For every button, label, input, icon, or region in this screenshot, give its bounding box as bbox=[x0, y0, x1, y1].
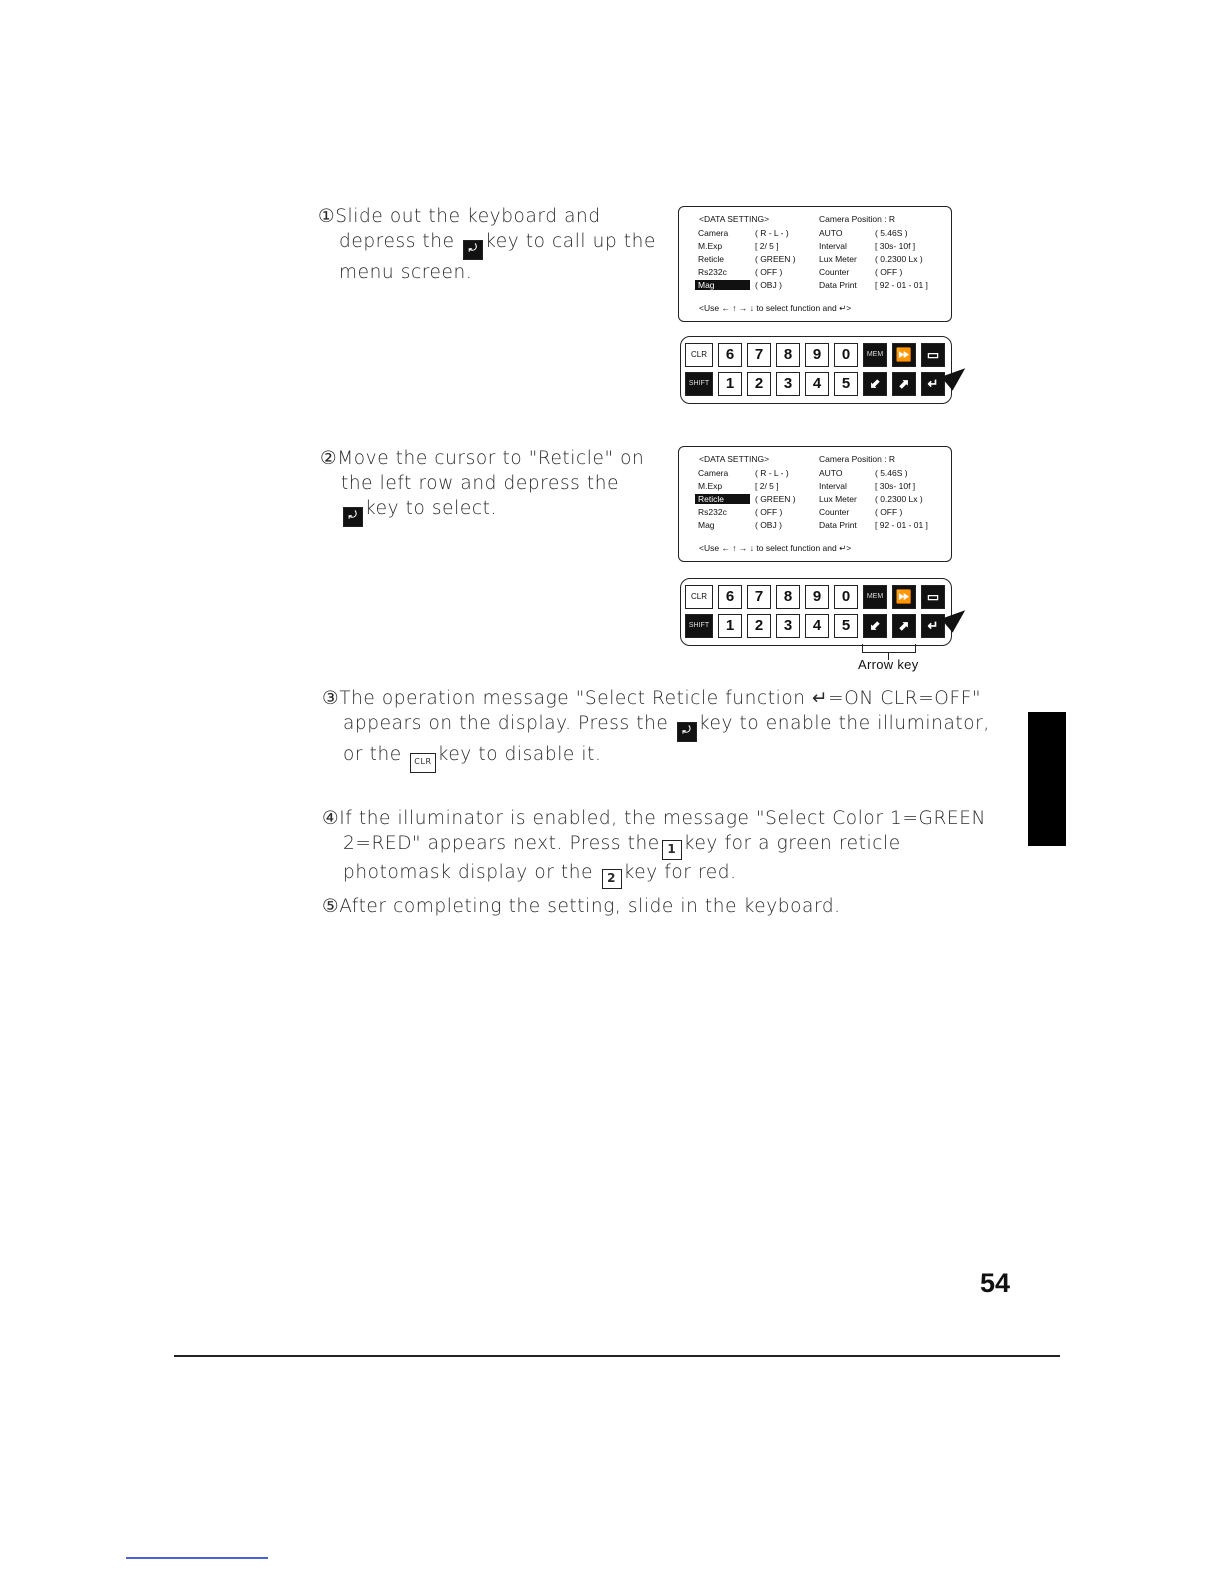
step-text: key to disable it. bbox=[437, 744, 602, 765]
enter-key-icon: ⤾ bbox=[677, 722, 697, 742]
screen-footer: <Use ← ↑ → ↓ to select function and ↵> bbox=[699, 543, 852, 553]
clr-keycap: CLR bbox=[410, 753, 435, 773]
key-1-keycap: 1 bbox=[662, 840, 682, 860]
setting-row-highlighted: Mag ( OBJ ) Data Print [ 92 - 01 - 01 ] bbox=[679, 280, 951, 293]
key-4: 4 bbox=[805, 614, 829, 638]
setting-row: M.Exp [ 2/ 5 ] Interval [ 30s- 10f ] bbox=[698, 481, 916, 491]
page-number: 54 bbox=[980, 1268, 1011, 1298]
setting-row: Rs232c ( OFF ) Counter ( OFF ) bbox=[698, 507, 903, 517]
arrow-key-bracket bbox=[862, 644, 916, 653]
step-1 bbox=[318, 204, 656, 285]
step-2 bbox=[320, 446, 644, 527]
step-text: key for red. bbox=[623, 862, 737, 883]
mem-key: MEM bbox=[863, 585, 887, 609]
setting-row: Reticle ( GREEN ) Lux Meter ( 0.2300 Lx ) bbox=[698, 254, 923, 264]
section-tab bbox=[1028, 712, 1066, 846]
arrow-up-right-icon: ⬈ bbox=[892, 614, 916, 638]
bottom-link-rule bbox=[126, 1557, 268, 1559]
key-6: 6 bbox=[718, 343, 742, 367]
mem-key: MEM bbox=[863, 343, 887, 367]
step-text: key to enable the illuminator, bbox=[698, 713, 990, 734]
setting-row: Mag ( OBJ ) Data Print [ 92 - 01 - 01 ] bbox=[698, 520, 928, 530]
enter-icon: ↵ bbox=[921, 372, 945, 396]
camera-position: Camera Position : R bbox=[819, 214, 896, 224]
arrow-down-left-icon: ⬋ bbox=[863, 372, 887, 396]
step-text: key to select. bbox=[365, 498, 497, 519]
display-icon: ▭ bbox=[921, 585, 945, 609]
step-text: menu screen. bbox=[339, 262, 473, 283]
step-4 bbox=[322, 806, 986, 889]
enter-icon: ↵ bbox=[921, 614, 945, 638]
step-text: Slide out the keyboard and bbox=[335, 206, 601, 227]
key-3: 3 bbox=[776, 614, 800, 638]
key-6: 6 bbox=[718, 585, 742, 609]
step-text: The operation message "Select Reticle function ↵=ON CLR=OFF" bbox=[339, 688, 982, 709]
bottom-rule bbox=[174, 1355, 1060, 1357]
step-text: the left row and depress the bbox=[341, 473, 620, 494]
arrow-up-right-icon: ⬈ bbox=[892, 372, 916, 396]
step-number: ① bbox=[318, 206, 336, 227]
key-1: 1 bbox=[718, 614, 742, 638]
key-5: 5 bbox=[834, 372, 858, 396]
key-9: 9 bbox=[805, 343, 829, 367]
keyboard-1 bbox=[680, 336, 952, 404]
step-text: 2=RED" appears next. Press the bbox=[343, 833, 660, 854]
key-5: 5 bbox=[834, 614, 858, 638]
step-text: depress the bbox=[339, 231, 455, 252]
step-text: If the illuminator is enabled, the message "Select Color 1=GREEN bbox=[339, 808, 986, 829]
enter-key-icon: ⤾ bbox=[343, 507, 363, 527]
arrow-down-left-icon: ⬋ bbox=[863, 614, 887, 638]
step-number: ④ bbox=[322, 808, 340, 829]
clr-key: CLR bbox=[685, 585, 713, 609]
screen-header: <DATA SETTING> bbox=[699, 214, 770, 224]
key-1: 1 bbox=[718, 372, 742, 396]
play-fast-icon: ⏩ bbox=[892, 585, 916, 609]
step-3 bbox=[322, 686, 990, 773]
key-8: 8 bbox=[776, 343, 800, 367]
key-0: 0 bbox=[834, 343, 858, 367]
key-2: 2 bbox=[747, 372, 771, 396]
step-number: ③ bbox=[322, 688, 340, 709]
key-7: 7 bbox=[747, 343, 771, 367]
keyboard-2 bbox=[680, 578, 952, 646]
setting-row: M.Exp [ 2/ 5 ] Interval [ 30s- 10f ] bbox=[698, 241, 916, 251]
step-text: photomask display or the bbox=[343, 862, 594, 883]
arrow-key-caption: Arrow key bbox=[858, 657, 919, 672]
step-number: ⑤ bbox=[322, 896, 340, 917]
step-5 bbox=[322, 894, 841, 919]
step-text: After completing the setting, slide in the keyboard. bbox=[339, 896, 841, 917]
camera-position: Camera Position : R bbox=[819, 454, 896, 464]
step-text: appears on the display. Press the bbox=[343, 713, 669, 734]
clr-key: CLR bbox=[685, 343, 713, 367]
screen-header: <DATA SETTING> bbox=[699, 454, 770, 464]
setting-row: Rs232c ( OFF ) Counter ( OFF ) bbox=[698, 267, 903, 277]
setting-row: Camera ( R - L - ) AUTO ( 5.46S ) bbox=[698, 468, 908, 478]
setting-row-highlighted: Reticle ( GREEN ) Lux Meter ( 0.2300 Lx ) bbox=[679, 494, 951, 507]
step-text: or the bbox=[343, 744, 402, 765]
key-7: 7 bbox=[747, 585, 771, 609]
key-8: 8 bbox=[776, 585, 800, 609]
display-icon: ▭ bbox=[921, 343, 945, 367]
screen-footer: <Use ← ↑ → ↓ to select function and ↵> bbox=[699, 303, 852, 313]
step-text: key for a green reticle bbox=[683, 833, 901, 854]
key-9: 9 bbox=[805, 585, 829, 609]
key-0: 0 bbox=[834, 585, 858, 609]
key-3: 3 bbox=[776, 372, 800, 396]
menu-screen-2 bbox=[678, 446, 952, 562]
key-2: 2 bbox=[747, 614, 771, 638]
shift-key: SHIFT bbox=[685, 614, 713, 638]
key-4: 4 bbox=[805, 372, 829, 396]
step-text: key to call up the bbox=[485, 231, 656, 252]
key-2-keycap: 2 bbox=[602, 869, 622, 889]
setting-row: Camera ( R - L - ) AUTO ( 5.46S ) bbox=[698, 228, 908, 238]
play-fast-icon: ⏩ bbox=[892, 343, 916, 367]
menu-screen-1 bbox=[678, 206, 952, 322]
step-number: ② bbox=[320, 448, 338, 469]
enter-key-icon: ⤾ bbox=[463, 240, 483, 260]
shift-key: SHIFT bbox=[685, 372, 713, 396]
step-text: Move the cursor to "Reticle" on bbox=[337, 448, 645, 469]
